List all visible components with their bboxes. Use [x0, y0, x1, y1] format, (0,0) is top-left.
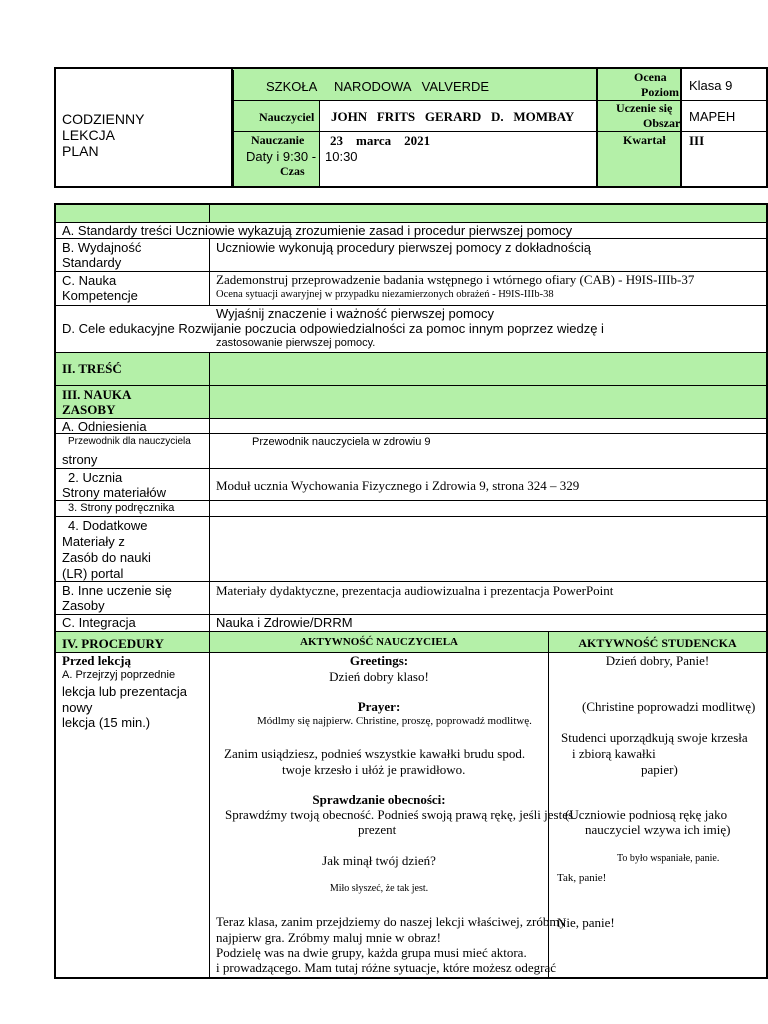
resources-heading: ZASOBY: [62, 402, 116, 417]
review-label: lekcja lub prezentacja: [62, 684, 188, 699]
teacher-line: i prowadzącego. Mam tutaj różne sytuacje, które możesz odegrać: [216, 960, 557, 975]
resources-heading-row: [56, 386, 766, 418]
resources-heading: III. NAUKA: [62, 387, 132, 402]
grade-label: Poziom: [641, 85, 679, 99]
divider: [56, 418, 766, 419]
teacher-line: Podzielę was na dwie grupy, każda grupa musi mieć aktora.: [216, 945, 527, 960]
learner-materials-label: Strony materiałów: [62, 485, 167, 500]
procedures-heading: IV. PROCEDURY: [62, 636, 164, 651]
review-label: A. Przejrzyj poprzednie: [62, 669, 176, 681]
teacher-line: Teraz klasa, zanim przejdziemy do naszej lekcji właściwej, zróbmy: [216, 914, 566, 929]
performance-standards-value: Uczniowie wykonują procedury pierwszej pomocy z dokładnością: [216, 240, 592, 255]
learning-objective-line: Wyjaśnij znaczenie i ważność pierwszej pomocy: [216, 306, 495, 321]
review-label: nowy: [62, 700, 93, 715]
area-label: Uczenie się: [616, 101, 673, 115]
teacher-line: prezent: [358, 822, 397, 837]
teacher-activity-heading: AKTYWNOŚĆ NAUCZYCIELA: [300, 636, 458, 648]
table-top-green-row: [56, 205, 766, 222]
performance-standards-label: Standardy: [62, 255, 122, 270]
teacher-guide-value: Przewodnik nauczyciela w zdrowiu 9: [252, 436, 431, 448]
greetings-heading: Greetings:: [349, 653, 409, 668]
student-line: i zbiorą kawałki: [572, 746, 656, 761]
time-value: 10:30: [325, 149, 358, 164]
other-resources-value: Materiały dydaktyczne, prezentacja audiowizualna i prezentacja PowerPoint: [216, 583, 614, 598]
competency-item: Zademonstruj przeprowadzenie badania wstępnego i wtórnego ofiary (CAB) - H9IS-IIIb-37: [216, 272, 695, 287]
area-label: Obszar: [643, 116, 681, 130]
student-line: Studenci uporządkują swoje krzesła: [561, 730, 748, 745]
learner-materials-label: 2. Ucznia: [68, 470, 123, 485]
divider: [596, 69, 598, 186]
student-line: To było wspaniałe, panie.: [617, 853, 720, 864]
grade-value: Klasa 9: [689, 78, 733, 93]
divider: [56, 581, 766, 582]
content-heading: II. TREŚĆ: [62, 361, 122, 376]
student-activity-heading: AKTYWNOŚĆ STUDENCKA: [578, 636, 737, 650]
plan-title-line: LEKCJA: [62, 127, 115, 143]
quarter-value: III: [689, 133, 705, 148]
other-resources-label: B. Inne uczenie się: [62, 583, 172, 598]
competency-item: Ocena sytuacji awaryjnej w przypadku niezamierzonych obrażeń - H9IS-IIIb-38: [216, 289, 554, 300]
divider: [233, 70, 234, 186]
review-label: lekcja (15 min.): [62, 715, 151, 730]
learning-objectives-label: D. Cele edukacyjne Rozwijanie poczucia odpowiedzialności za pomoc innym poprzez wiedzę i: [62, 321, 604, 336]
performance-standards-label: B. Wydajność: [62, 240, 142, 255]
competencies-label: Kompetencje: [62, 288, 138, 303]
plan-title-line: CODZIENNY: [62, 111, 145, 127]
additional-materials-label: (LR) portal: [62, 566, 124, 581]
teacher-line: Módlmy się najpierw. Christine, proszę, poprowadź modlitwę.: [257, 715, 532, 727]
additional-materials-label: Materiały z: [62, 534, 125, 549]
textbook-pages-label: 3. Strony podręcznika: [68, 502, 175, 514]
divider: [56, 500, 766, 501]
student-line: papier): [641, 762, 678, 777]
content-row: [56, 353, 766, 385]
student-line: Tak, panie!: [557, 872, 607, 884]
divider: [598, 131, 766, 132]
additional-materials-label: 4. Dodatkowe: [68, 518, 148, 533]
date-label: Nauczanie: [251, 133, 305, 147]
teacher-line: najpierw gra. Zróbmy maluj mnie w obraz!: [216, 930, 441, 945]
pages-label: strony: [62, 452, 98, 467]
divider: [56, 433, 766, 434]
divider: [319, 100, 320, 186]
teacher-line: Jak minął twój dzień?: [322, 853, 436, 868]
student-line: nauczyciel wzywa ich imię): [585, 822, 731, 837]
date-label: Daty i 9:30 -: [246, 149, 317, 164]
date-label: Czas: [280, 164, 305, 178]
student-line: (Christine poprowadzi modlitwę): [582, 699, 756, 714]
area-value: MAPEH: [689, 109, 736, 124]
references-label: A. Odniesienia: [62, 419, 147, 434]
divider: [209, 205, 210, 222]
divider: [56, 468, 766, 469]
integration-value: Nauka i Zdrowie/DRRM: [216, 615, 353, 630]
date-value: 23 marca 2021: [330, 133, 431, 148]
teacher-line: Miło słyszeć, że tak jest.: [329, 883, 429, 894]
other-resources-label: Zasoby: [62, 598, 105, 613]
learner-materials-value: Moduł ucznia Wychowania Fizycznego i Zdrowia 9, strona 324 – 329: [216, 478, 580, 493]
divider: [233, 131, 596, 132]
student-line: Dzień dobry, Panie!: [605, 653, 710, 668]
teacher-line: Zanim usiądziesz, podnieś wszystkie kawałki brudu spod.: [224, 746, 526, 761]
divider: [233, 100, 596, 101]
competencies-label: C. Nauka: [62, 273, 117, 288]
integration-label: C. Integracja: [62, 615, 136, 630]
quarter-label: Kwartał: [623, 133, 666, 147]
student-line: Nie, panie!: [557, 915, 615, 930]
school-value: NARODOWA VALVERDE: [334, 79, 490, 94]
divider: [56, 385, 766, 386]
teacher-line: Sprawdźmy twoją obecność. Podnieś swoją prawą rękę, jeśli jesteś: [225, 807, 574, 822]
before-lesson-label: Przed lekcją: [62, 653, 131, 668]
learning-objective-line: zastosowanie pierwszej pomocy.: [216, 337, 376, 349]
teacher-line: twoje krzesło i ułóż je prawidłowo.: [282, 762, 466, 777]
student-line: (Uczniowie podniosą rękę jako: [565, 807, 728, 822]
plan-title-line: PLAN: [62, 143, 99, 159]
teacher-guide-label: Przewodnik dla nauczyciela: [68, 436, 191, 447]
divider: [56, 614, 766, 615]
school-label: SZKOŁA: [266, 79, 318, 94]
grade-label: Ocena: [634, 70, 667, 84]
divider: [56, 238, 766, 239]
divider: [56, 352, 766, 353]
teacher-line: Dzień dobry klaso!: [329, 669, 429, 684]
teacher-value: JOHN FRITS GERARD D. MOMBAY: [331, 109, 575, 124]
prayer-heading: Prayer:: [357, 699, 401, 714]
divider: [56, 516, 766, 517]
additional-materials-label: Zasób do nauki: [62, 550, 151, 565]
teacher-label: Nauczyciel: [259, 110, 315, 124]
attendance-heading: Sprawdzanie obecności:: [312, 792, 446, 807]
divider: [56, 631, 766, 632]
content-standards: A. Standardy treści Uczniowie wykazują zrozumienie zasad i procedur pierwszej pomocy: [62, 223, 573, 238]
